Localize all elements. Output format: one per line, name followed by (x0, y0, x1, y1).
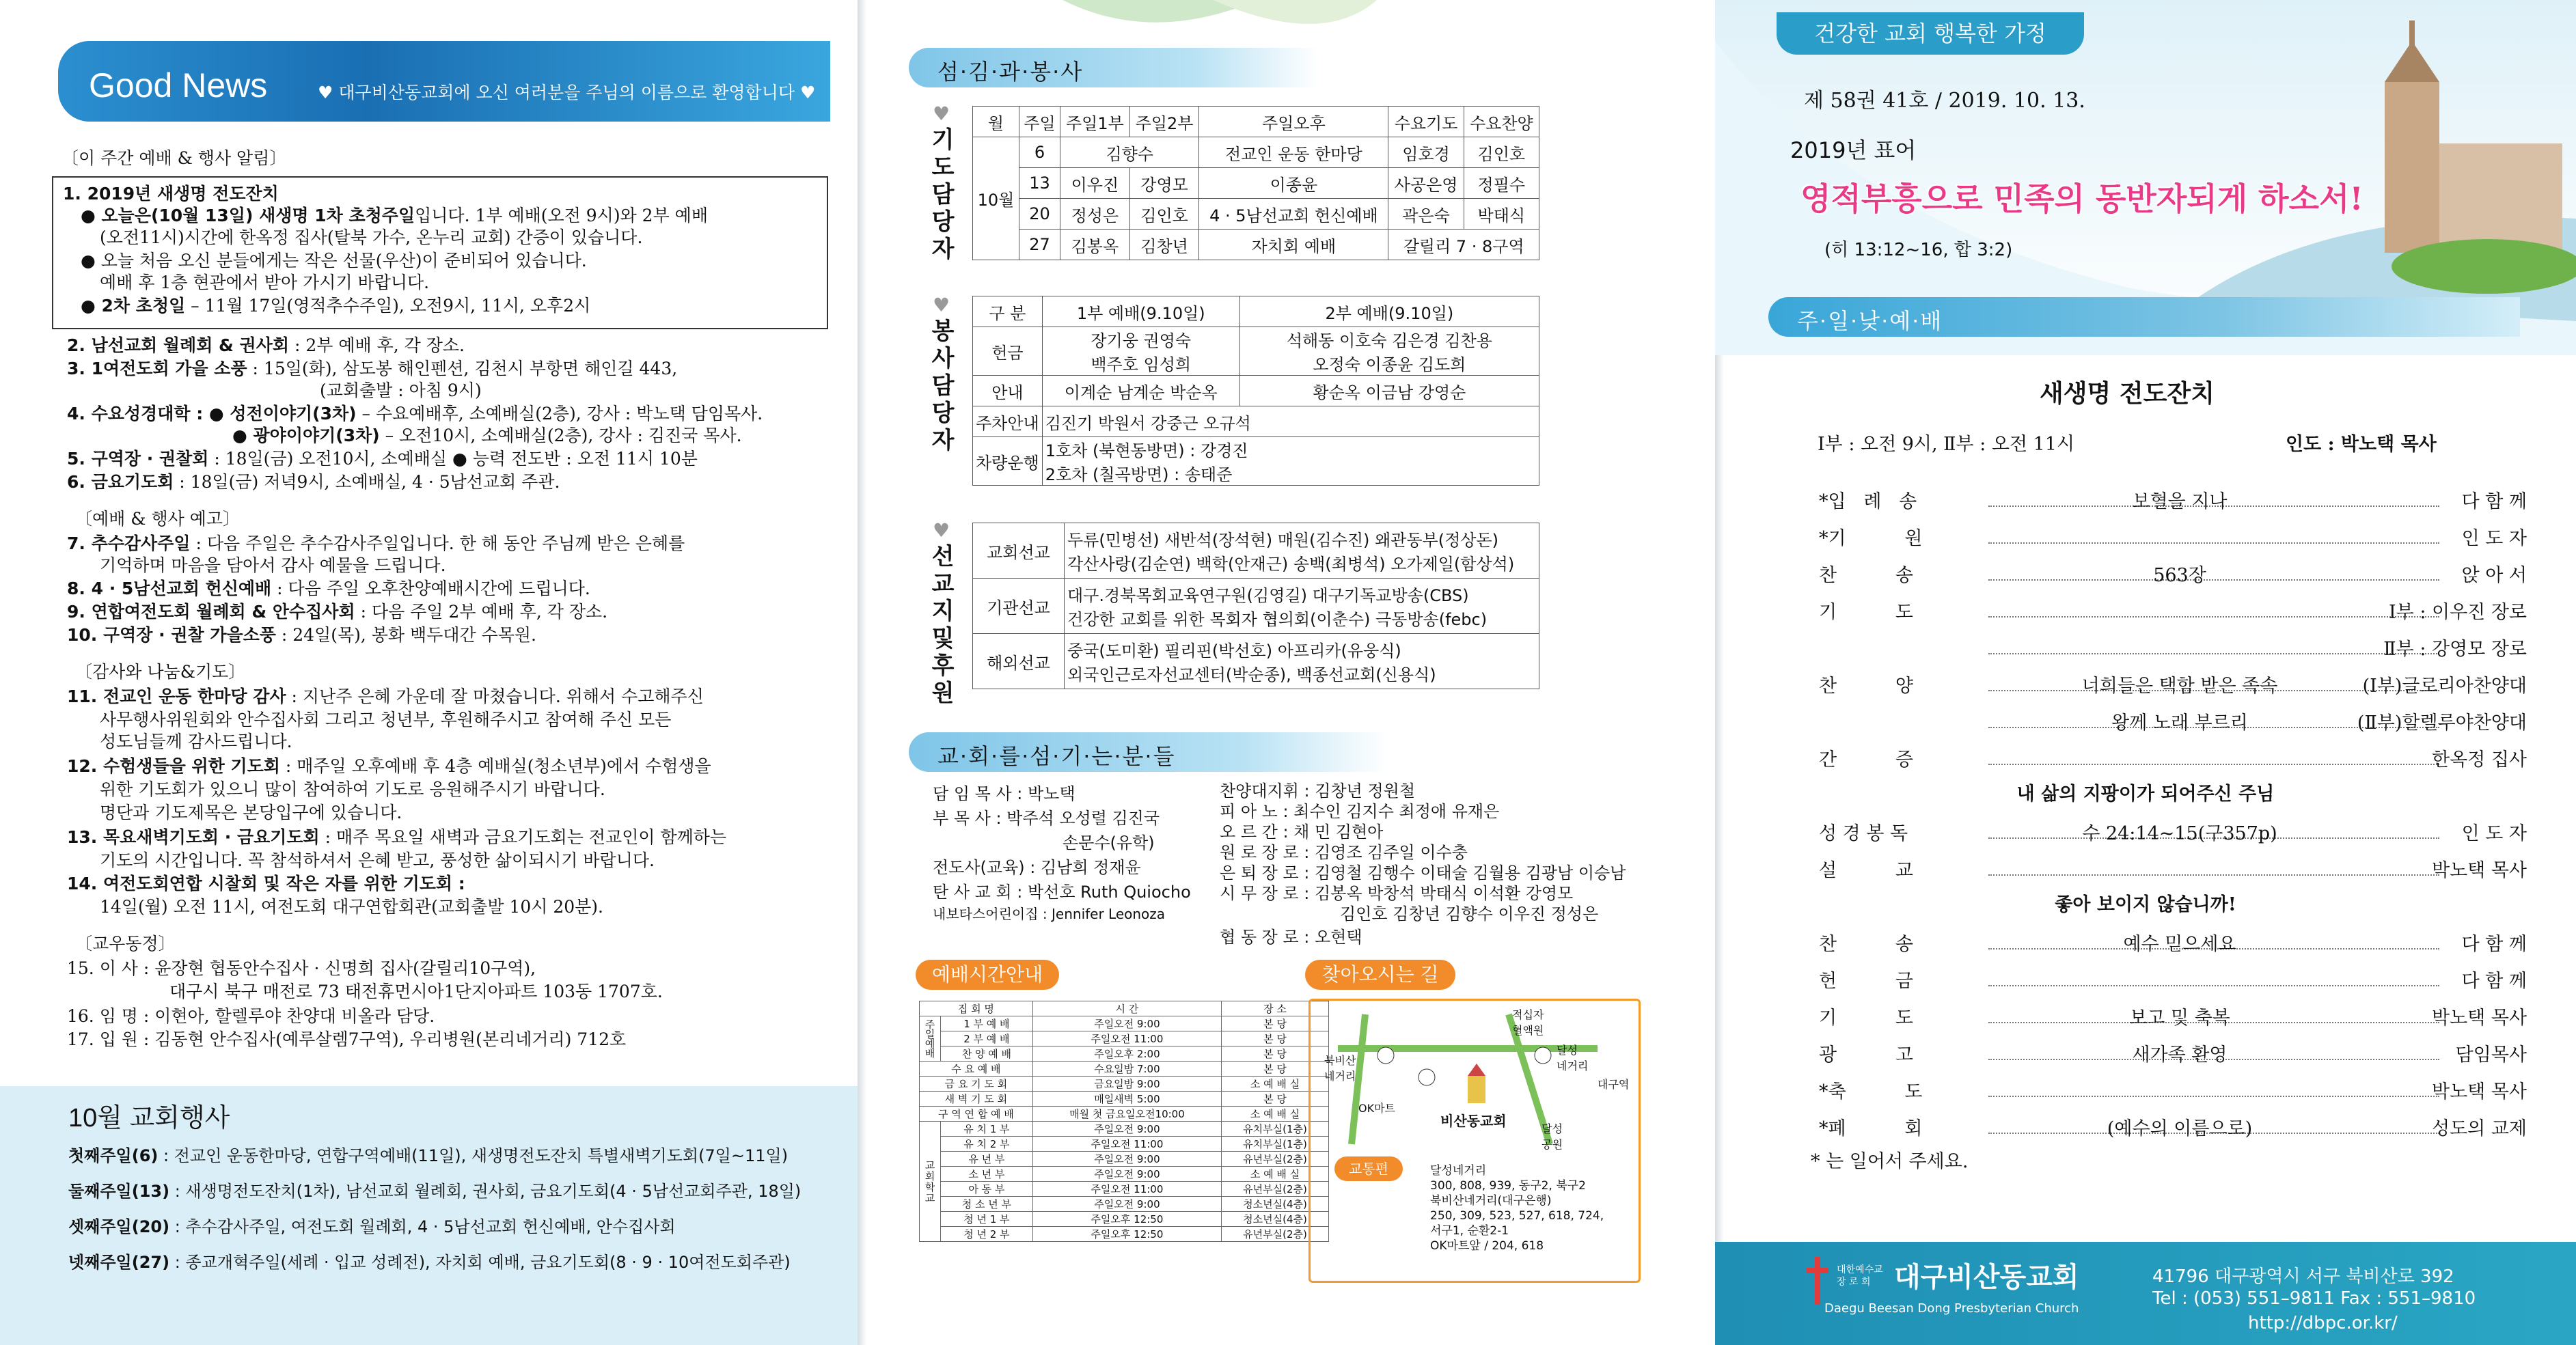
order-k: 찬 송 (1819, 934, 1913, 955)
order-k: 찬 송 (1819, 565, 1913, 586)
staff-row: 찬양대지휘 : 김창년 정원철 (1220, 781, 1415, 801)
staff-header: 교·회·를·섬·기·는·분·들 (909, 732, 1387, 772)
prayer-table: 월 주일 주일1부 주일2부 주일오후 수요기도 수요찬양 10월 6 김향수 전교인 운동 한마당 임호경 김인호 13 이우진 강영모 이종윤 사공은영 정필수 20 정성은 김인호 4 · 5남선교회 헌신예배 곽은숙 박태식 27 김봉옥 김창년 자치회 예배 갈릴리 7 · 8구역 (972, 106, 1539, 260)
order-r: 한옥정 집사 (2432, 749, 2527, 771)
order-m: 왕께 노래 부르리 (2111, 712, 2248, 734)
dot-leader (1988, 542, 2439, 544)
order-k: 간 증 (1819, 749, 1913, 771)
order-r: (Ⅱ부)할렐루야찬양대 (2357, 712, 2527, 734)
panel-worship (1715, 0, 2576, 1345)
staff-row: 전도사(교육) : 김남희 정재윤 (933, 858, 1141, 877)
order-m: (예수의 이름으로) (2107, 1118, 2253, 1139)
issue-number: 제 58권 41호 / 2019. 10. 13. (1804, 89, 2085, 113)
good-news-title: Good News (89, 66, 268, 105)
order-r: 박노택 목사 (2432, 1081, 2527, 1103)
leaf-decoration (858, 0, 1715, 41)
item-5: 5. 구역장 · 권찰회 : 18일(금) 오전10시, 소예배실 ● 능력 전도반 : 오전 11시 10분 (67, 449, 698, 469)
order-r: 다 함 께 (2461, 491, 2527, 512)
order-k: 광 고 (1819, 1044, 1913, 1066)
dot-leader (1988, 874, 2439, 876)
staff-row: 협 동 장 로 : 오현택 (1220, 928, 1362, 947)
map-label: OK마트 (1358, 1102, 1395, 1115)
item-11-line: 성도님들께 감사드립니다. (100, 732, 292, 751)
order-m: 563장 (2153, 565, 2206, 586)
order-r: 앉 아 서 (2461, 565, 2527, 586)
order-r: Ⅰ부 : 이우진 장로 (2388, 602, 2527, 623)
panel-service (858, 0, 1715, 1345)
item-13: 13. 목요새벽기도회 · 금요기도회 : 매주 목요일 새벽과 금요기도회는 전교인이 함께하는 (67, 827, 727, 847)
staff-row: 부 목 사 : 박주석 오성렬 김진국 (933, 809, 1160, 828)
item-6: 6. 금요기도회 : 18일(금) 저녁9시, 소예배실, 4 · 5남선교회 주관. (67, 472, 560, 492)
staff-row: 담 임 목 사 : 박노택 (933, 784, 1075, 803)
sermon-title: 좋아 보이지 않습니까! (2055, 894, 2236, 915)
staff-row: 김인호 김창년 김향수 이우진 정성은 (1340, 904, 1599, 924)
map-label: 달성 네거리 (1557, 1044, 1589, 1072)
dot-leader (1988, 1096, 2439, 1097)
worship-header: 주·일·낮·예·배 (1768, 297, 2520, 337)
october-event: 첫째주일(6) : 전교인 운동한마당, 연합구역예배(11일), 새생명전도잔치 특별새벽기도회(7일~11일) (68, 1146, 789, 1165)
transit-info: 달성네거리 300, 808, 939, 동구2, 북구2 북비산네거리(대구은행) 250, 309, 523, 527, 618, 724, 서구1, 순환2-1 OK마트앞 / 204, 618 (1430, 1164, 1604, 1253)
october-events-title: 10월 교회행사 (68, 1104, 230, 1133)
staff-row: 원 로 장 로 : 김영조 김주일 이수충 (1220, 843, 1468, 862)
item-17: 17. 입 원 : 김동현 안수집사(예루살렘7구역), 우리병원(본리네거리) 712호 (67, 1029, 627, 1049)
order-k: 헌 금 (1819, 971, 1913, 992)
october-event: 둘째주일(13) : 새생명전도잔치(1차), 남선교회 월례회, 권사회, 금요기도회(4 · 5남선교회주관, 18일) (68, 1182, 801, 1201)
october-event: 셋째주일(20) : 추수감사주일, 여전도회 월례회, 4 · 5남선교회 헌신예배, 안수집사회 (68, 1217, 676, 1236)
order-r: 박노택 목사 (2432, 1008, 2527, 1029)
slogan-banner: 건강한 교회 행복한 가정 (1777, 12, 2084, 55)
order-k: *폐 회 (1819, 1118, 1923, 1139)
order-r: 박노택 목사 (2432, 860, 2527, 881)
item-1-line: 예배 후 1층 현관에서 받아 가시기 바랍니다. (100, 273, 430, 292)
order-r: 다 함 께 (2461, 971, 2527, 992)
item-13-line: 기도의 시간입니다. 꼭 참석하셔서 은혜 받고, 풍성한 삶이되시기 바랍니다. (100, 850, 655, 870)
order-r: 인 도 자 (2461, 823, 2527, 844)
mission-table: 교회선교 두류(민병선) 새반석(장석현) 매원(김수진) 왜관동부(정상돈) 각산사랑(김순연) 백학(안재근) 송백(최병석) 오가제일(함상석) 기관선교 대구.경북목회교육연구원(김영길) 대구기독교방송(CBS) 건강한 교회를 위한 목회자 협의회(이춘수) 극동방송(febc) 해외선교 중국(도미환) 필리핀(박선호) 아프리카(유웅식) 외국인근로자선교센터(박순종), 백종선교회(신용식) (972, 523, 1539, 689)
staff-row: 피 아 노 : 최수인 김지수 최정애 유재은 (1220, 802, 1500, 821)
order-r: 담임목사 (2455, 1044, 2527, 1066)
order-k: *입 례 송 (1819, 491, 1917, 512)
order-m: 수 24:14~15(구357p) (2082, 823, 2277, 844)
staff-row: 은 퇴 장 로 : 김영철 김행수 이태술 김월용 김광남 이승남 (1220, 863, 1626, 883)
year-motto-label: 2019년 표어 (1790, 137, 1917, 163)
item-12-line: 명단과 기도제목은 본당입구에 있습니다. (100, 803, 402, 822)
section-members: 〔교우동정〕 (75, 934, 176, 954)
map-label: 북비산 네거리 (1324, 1054, 1356, 1083)
motto-verse: (히 13:12~16, 합 3:2) (1824, 240, 2013, 260)
item-8: 8. 4 · 5남선교회 헌신예배 : 다음 주일 오후찬양예배시간에 드립니다. (67, 579, 590, 598)
order-m: 보고 및 축복 (2129, 1008, 2230, 1029)
dot-leader (1988, 653, 2439, 654)
staff-row: 오 르 간 : 채 민 김현아 (1220, 822, 1384, 842)
order-r: 다 함 께 (2461, 934, 2527, 955)
map-label: 적십자 혈액원 (1512, 1008, 1544, 1037)
order-k: 기 도 (1819, 602, 1913, 623)
october-event: 넷째주일(27) : 종교개혁주일(세례 · 입교 성례전), 자치회 예배, 금요기도회(8 · 9 · 10여전도회주관) (68, 1253, 791, 1272)
staff-row: 시 무 장 로 : 김봉옥 박창석 박태식 이석환 강영모 (1220, 884, 1574, 903)
heart-icon: ♥ (933, 519, 950, 542)
volunteer-table: 구 분 1부 예배(9.10일) 2부 예배(9.10일) 헌금 장기웅 권영숙 백주호 임성희 석해동 이호숙 김은경 김찬용 오정숙 이종윤 김도희 안내 이계순 남계순 박순옥 황순옥 이금남 강영순 주차안내 김진기 박원서 강중근 오규석 차량운행 1호차 (북현동방면) : 강경진 2호차 (칠곡방면) : 송태준 (972, 296, 1539, 486)
order-m: 새가족 환영 (2132, 1044, 2228, 1066)
item-4-line: ● 광야이야기(3차) – 오전10시, 소예배실(2층), 강사 : 김진국 목사. (232, 426, 742, 445)
item-12-line: 위한 기도회가 있으니 많이 참여하여 기도로 응원해주시기 바랍니다. (100, 779, 605, 799)
label-prayer: 기 도 담 당 자 (931, 126, 955, 263)
panel-news (0, 0, 858, 1345)
address: 41796 대구광역시 서구 북비산로 392 (2152, 1266, 2454, 1287)
motto: 영적부흥으로 민족의 동반자되게 하소서! (1800, 180, 2363, 217)
order-k: 설 교 (1819, 860, 1913, 881)
service-leader: 인도 : 박노택 목사 (2286, 434, 2437, 455)
item-14: 14. 여전도회연합 시찰회 및 작은 자를 위한 기도회 : (67, 874, 465, 893)
item-1-line: ● 오늘 처음 오신 분들에게는 작은 선물(우산)이 준비되어 있습니다. (81, 251, 587, 271)
item-3-line: (교회출발 : 아침 9시) (320, 380, 482, 400)
testimony-title: 내 삶의 지팡이가 되어주신 주님 (2016, 784, 2275, 805)
heart-icon: ♥ (933, 294, 950, 316)
item-2: 2. 남선교회 월례회 & 권사회 : 2부 예배 후, 각 장소. (67, 335, 465, 355)
staff-row: 손문수(유학) (1063, 833, 1155, 852)
dot-leader (1988, 985, 2439, 986)
order-r: (Ⅰ부)글로리아찬양대 (2362, 676, 2527, 697)
order-r: 인 도 자 (2461, 528, 2527, 549)
map-box (1308, 999, 1641, 1283)
transit-tag: 교통편 (1334, 1156, 1403, 1181)
section-thanks: 〔감사와 나눔&기도〕 (75, 662, 246, 682)
order-k: 기 도 (1819, 1008, 1913, 1029)
order-k: 찬 양 (1819, 676, 1913, 697)
item-15-line: 대구시 북구 매전로 73 태전휴먼시아1단지아파트 103동 1707호. (169, 982, 663, 1001)
stand-note: * 는 일어서 주세요. (1811, 1151, 1969, 1172)
item-1-line: (오전11시)시간에 한옥정 집사(탈북 가수, 온누리 교회) 간증이 있습니다. (100, 227, 643, 247)
service-header: 섬·김·과·봉·사 (909, 48, 1319, 87)
order-r: Ⅱ부 : 강영모 장로 (2383, 639, 2527, 660)
schedule-table: 집 회 명 시 간 장 소 주 일 예 배 1 부 예 배 주일오전 9:00 본 당 2 부 예 배 주일오전 11:00 본 당 찬 양 예 배 주일오후 2:00 본 당 수 요 예 배 수요일밤 7:00 본 당 금 요 기 도 회 금요일밤 9:00 소 예 배 실 새 벽 기 도 회 매일새벽 5:00 본 당 구 역 연 합 예 배 매월 첫 금요일오전10:00 소 예 배 실 교 회 학 교 유 치 1 부 주일오전 9:00 유치부실(1층) 유 치 2 부 주일오전 11:00 유치부실(1층) 유 년 부 주일오전 9:00 유년부실(2층) 소 년 부 주일오전 9:00 소 예 배 실 아 동 부 주일오전 11:00 유년부실(2층) 청 소 년 부 주일오전 9:00 청소년실(4층) 청 년 1 부 주일오후 12:50 청소년실(4층) 청 년 2 부 주일오후 12:50 유년부실(2층) (919, 1001, 1329, 1242)
section-week: 〔이 주간 예배 & 행사 알림〕 (61, 148, 287, 168)
item-7: 7. 추수감사주일 : 다음 주일은 추수감사주일입니다. 한 해 동안 주님께 받은 은혜를 (67, 533, 685, 553)
heart-icon: ♥ (933, 102, 950, 125)
dot-leader (1988, 616, 2439, 618)
item-7-line: 기억하며 마음을 담아서 감사 예물을 드립니다. (100, 555, 446, 575)
schedule-tag: 예배시간안내 (916, 960, 1059, 990)
item-12: 12. 수험생들을 위한 기도회 : 매주일 오후예배 후 4층 예배실(청소년부)에서 수험생을 (67, 756, 711, 776)
order-m: 보혈을 지나 (2132, 491, 2228, 512)
service-title: 새생명 전도잔치 (2040, 380, 2215, 408)
item-1-line: ● 2차 초청일 – 11월 17일(영적추수주일), 오전9시, 11시, 오후2시 (81, 296, 591, 316)
item-15: 15. 이 사 : 윤장현 협동안수집사 · 신명희 집사(갈릴리10구역), (67, 958, 536, 978)
church-building-icon (2385, 82, 2439, 253)
item-4: 4. 수요성경대학 : ● 성전이야기(3차) – 수요예배후, 소예배실(2층), 강사 : 박노택 담임목사. (67, 404, 763, 424)
item-10: 10. 구역장 · 권찰 가을소풍 : 24일(목), 봉화 백두대간 수목원. (67, 625, 536, 645)
staff-row: 내보타스어린이집 : Jennifer Leonoza (933, 906, 1166, 922)
order-r: 성도의 교제 (2432, 1118, 2527, 1139)
item-3: 3. 1여전도회 가을 소풍 : 15일(화), 삼도봉 해인펜션, 김천시 부항면 해인길 443, (67, 359, 678, 378)
directions-tag: 찾아오시는 길 (1305, 960, 1455, 990)
church-name-en: Daegu Beesan Dong Presbyterian Church (1824, 1301, 2079, 1316)
service-times: Ⅰ부 : 오전 9시, Ⅱ부 : 오전 11시 (1818, 434, 2075, 455)
order-m: 너희들은 택함 받은 족속 (2081, 676, 2278, 697)
order-k: 성 경 봉 독 (1819, 823, 1908, 844)
section-notice: 〔예배 & 행사 예고〕 (75, 509, 240, 529)
label-mission: 선 교 지 및 후 원 (931, 543, 955, 707)
item-16: 16. 임 명 : 이현아, 할렐루야 찬양대 비올라 담당. (67, 1006, 435, 1026)
order-m: 예수 믿으세요 (2123, 934, 2236, 955)
order-k: *기 원 (1819, 528, 1923, 549)
item-9: 9. 연합여전도회 월례회 & 안수집사회 : 다음 주일 2부 예배 후, 각 장소. (67, 602, 608, 622)
denomination: 대한예수교 장 로 회 (1837, 1264, 1883, 1288)
church-icon (1468, 1076, 1485, 1103)
item-1: 1. 2019년 새생명 전도잔치 (63, 184, 279, 204)
map-label: 대구역 (1598, 1078, 1630, 1091)
welcome-text: ♥ 대구비산동교회에 오신 여러분을 주님의 이름으로 환영합니다 ♥ (318, 83, 816, 102)
map-label: 달성 공원 (1542, 1122, 1563, 1151)
website-link[interactable]: http://dbpc.or.kr/ (2248, 1313, 2398, 1333)
item-1-line: ● 오늘은(10월 13일) 새생명 1차 초청주일입니다. 1부 예배(오전 9시)와 2부 예배 (81, 206, 708, 225)
phone-fax: Tel : (053) 551–9811 Fax : 551–9810 (2152, 1288, 2476, 1309)
map-label: 비산동교회 (1440, 1113, 1507, 1129)
item-11: 11. 전교인 운동 한마당 감사 : 지난주 은혜 가운데 잘 마쳤습니다. 위해서 수고해주신 (67, 687, 704, 706)
dot-leader (1988, 764, 2439, 765)
order-k: *축 도 (1819, 1081, 1923, 1103)
staff-row: 탄 사 교 회 : 박선호 Ruth Quiocho (933, 883, 1191, 902)
church-name: 대구비산동교회 (1894, 1261, 2079, 1293)
item-11-line: 사무행사위원회와 안수집사회 그리고 청년부, 후원해주시고 참여해 주신 모든 (100, 710, 672, 730)
cross-logo-icon (1804, 1257, 1831, 1305)
item-14-line: 14일(월) 오전 11시, 여전도회 대구연합회관(교회출발 10시 20분). (100, 897, 603, 917)
label-volunteers: 봉 사 담 당 자 (931, 318, 955, 454)
